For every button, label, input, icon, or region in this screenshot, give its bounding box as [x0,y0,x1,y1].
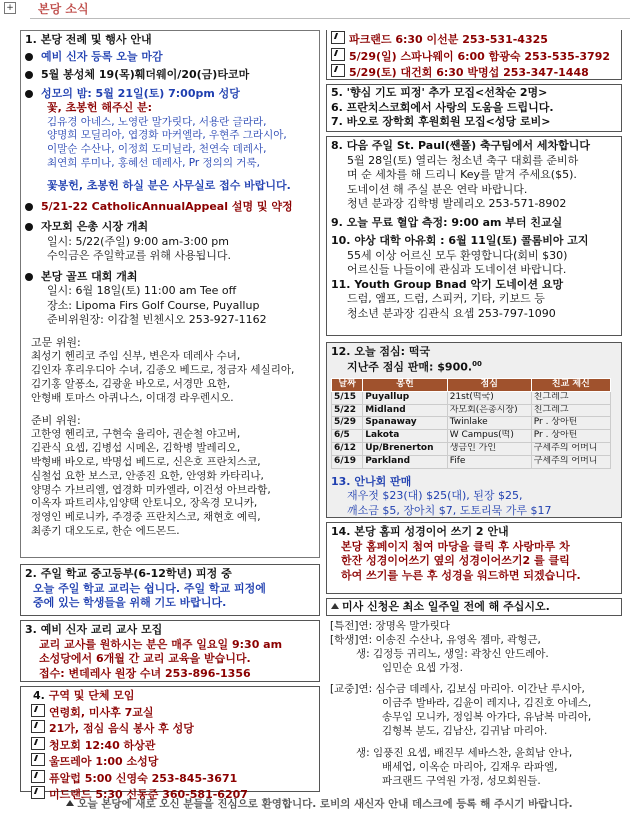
section-13-line: 깨소금 $5, 장아치 $7, 도토리묵 가루 $17 [347,503,552,517]
arrow-up-icon [331,603,339,609]
section-13-line: 재우젓 $23(대) $25(대), 된장 $25, [347,489,523,503]
section-7-line: 7. 바오로 장학회 후원회원 모집<성당 로비> [331,115,551,129]
committee-line: 심철섭 요한 보스코, 안종진 요한, 안영화 카타리나, [31,469,264,482]
list-item: 5/29(일) 스파나웨이 6:00 함광숙 253-535-3792 [331,48,617,65]
section-8-title: 8. 다음 주일 St. Paul(쌘폴) 축구팀에서 세차합니다 [331,139,591,152]
table-header: 친교 제신 [531,378,610,391]
intention-row: 임민순 요셉 가정. [382,661,464,674]
pen-icon [31,737,45,750]
section-12-subtitle: 지난주 점심 판매: $900.00 [347,359,482,374]
bullet-icon [25,223,33,231]
section-3-line: 교리 교사를 원하시는 분은 매주 일요일 9:30 am [39,637,283,651]
bullet-icon [25,273,33,281]
bazaar-line: 일시: 5/22(주일) 9:00 am-3:00 pm [47,234,230,248]
section-14-line: 하여 쓰기를 누른 후 성경을 워드하면 되겠습니다. [341,568,581,582]
section-4-title: 4. 구역 및 단체 모임 [33,689,135,702]
section-6-line: 6. 프란치스코회에서 사랑의 도움을 드립니다. [331,100,554,114]
pen-icon [31,704,45,717]
intention-row: 이금주 발바라, 김윤이 레지나, 김진호 아네스, [382,697,592,710]
mass-intentions [330,620,622,788]
section-8-line: 5월 28일(토) 열리는 청소년 축구 대회를 준비하 [347,153,579,167]
committee-line: 박형배 바오로, 박명섭 베드로, 신은호 프란치스코, [31,455,261,468]
flower-note: 꽃봉헌, 초봉헌 하실 분은 사무실로 접수 바랍니다. [47,179,291,193]
section-3-title: 3. 예비 신자 교리 교사 모집 [25,623,163,636]
page-title: 본당 소식 [38,2,89,16]
advisors-line: 최성기 헨리코 주임 신부, 변은자 데레사 수녀, [31,350,241,363]
section-11-title: 11. Youth Group Bnad 악기 도네이션 요망 [331,277,564,291]
table-row: 5/29 Spanaway Twinlake Pr . 상아틴 [332,417,611,430]
list-item: 울뜨레아 1:00 소성당 [25,753,315,770]
flower-title: 꽃, 초봉헌 해주신 분: [47,101,153,115]
table-row: 5/22 Midland 자모회(은총시장) 친그레그 [332,404,611,417]
list-item: 21가, 점심 음식 봉사 후 성당 [25,720,315,737]
section-1-box [20,30,320,558]
bullet-icon [25,203,33,211]
section-1-list [25,50,315,539]
section-10-line: 55세 이상 어르신 모두 환영합니다(회비 $30) [347,248,568,262]
intention-row: 배세업, 이옥순 마리아, 김재우 라파엘, [382,760,558,773]
header [0,0,639,24]
list-item: 5월 봉성체 19(목)훼더웨이/20(금)타코마 [25,68,315,83]
table-row: 6/5 Lakota W Campus(떡) Pr . 상아틴 [332,430,611,443]
lunch-schedule-table [331,378,611,469]
table-row: 6/19 Parkland Fife 구세주의 어머니 [332,456,611,469]
section-14-title: 14. 본당 홈피 성경이어 쓰기 2 안내 [331,525,509,538]
intention-row: 생: 임풍진 요셉, 배진무 세바스찬, 윤희남 안나, [356,746,573,759]
section-2-line: 오늘 주일 학교 교리는 쉽니다. 주일 학교 피정에 [33,581,266,595]
pen-icon [331,31,345,44]
intention-row: 김형복 분도, 김남산, 김귀남 마리아. [382,725,548,738]
section-2-line: 중에 있는 학생들을 위해 기도 바랍니다. [33,596,227,610]
section-14-box [326,522,622,594]
list-item: 퓨알럽 5:00 신영숙 253-845-3671 [25,770,315,787]
bullet-icon [25,53,33,61]
golf-line: 장소: Lipoma Firs Golf Course, Puyallup [47,298,260,312]
intention-row: [학생]연: 이송진 수산나, 유영옥 젬마, 곽형근, [330,633,541,646]
section-2-box [20,564,320,616]
section-4-continued-box [326,30,622,80]
intention-row: 생: 김정등 귀리노, 생일: 곽창신 안드레아. [356,647,549,660]
mass-note-box [326,598,622,616]
golf-line: 일시: 6월 18일(토) 11:00 am Tee off [47,284,237,298]
list-item: 5/21-22 CatholicAnnualAppeal 설명 및 약정 [25,200,315,215]
arrow-up-icon [66,800,74,806]
section-3-box [20,620,320,682]
section-13-title: 13. 안나회 판매 [331,474,412,488]
list-item: 미드랜드 5:30 신동준 360-581-6207 [25,786,315,803]
table-header-row [332,378,611,391]
table-header: 점심 [447,378,531,391]
table-row: 5/15 Puyallup 21st(떡국) 친그레그 [332,391,611,404]
committee-line: 고한영 헨리코, 구현숙 율리아, 권순철 야고버, [31,428,241,441]
pen-icon [331,48,345,61]
pen-icon [31,770,45,783]
section-10-line: 어르신들 나들이에 관심과 도네이션 바랍니다. [347,263,567,277]
section-8-line: 도네이션 해 주실 분은 연락 바랍니다. [347,182,528,196]
committee-line: 이옥자 파트리샤,임양택 안토니오, 장옥경 모니카, [31,497,258,510]
committee-line: 정영인 베로니카, 주경중 프란치스코, 채현호 예릭, [31,511,261,524]
section-3-line: 접수: 변데레사 원장 수녀 253-896-1356 [39,666,251,680]
flower-line: 이말순 수산나, 이정희 도미닐라, 천연숙 데레사, [47,143,267,156]
section-11-line: 드럼, 앰프, 드럼, 스피커, 기타, 키보드 등 [347,292,545,306]
section-3-line: 소성당에서 6개월 간 교리 교육을 받습니다. [39,652,251,666]
list-item: 성모의 밤: 5월 21일(토) 7:00pm 성당 [25,87,315,102]
list-item: 파크랜드 6:30 이선분 253-531-4325 [331,31,617,48]
section-14-line: 한잔 성경이어쓰기 옆의 성경이어쓰기2 를 클릭 [341,554,570,568]
advisors-line: 김인자 후리우디아 수녀, 김종오 베드로, 정금자 세실리아, [31,364,295,377]
list-item: 연령회, 미사후 7교실 [25,704,315,721]
intention-row: 송무임 모니카, 정임복 아가다, 유남복 마리아, [382,711,592,724]
intention-row: 파크랜드 구역원 가정, 성모회원들. [382,774,541,787]
pen-icon [31,753,45,766]
flower-line: 최연희 루미나, 홍혜선 데레사, Pr 정의의 거룩, [47,157,260,170]
advisors-title: 고문 위원: [31,335,81,349]
section-9-line: 9. 오늘 무료 혈압 측정: 9:00 am 부터 친교실 [331,215,563,229]
section-4-box [20,686,320,802]
section-5-7-box [326,84,622,132]
list-item: 5/29(토) 대건회 6:30 박명섭 253-347-1448 [331,64,617,81]
list-item: 자모회 은총 시장 개최 [25,220,315,235]
section-5-line: 5. '향심 기도 피정' 추가 모집<선착순 2명> [331,86,548,99]
flower-line: 김유경 아네스, 노영란 말가릿다, 서용란 글라라, [47,115,267,128]
committee-line: 양명수 가브리엘, 엽경화 미카엘라, 이건성 아브라함, [31,483,271,496]
table-header: 날짜 [332,378,363,391]
flower-line: 양명희 모딜리아, 엽경화 마커엘라, 우현주 그라시아, [47,129,287,142]
bazaar-line: 수익금은 주일학교를 위해 사용됩니다. [47,249,232,263]
section-1-title: 1. 본당 전례 및 행사 안내 [25,33,152,46]
pen-icon [331,64,345,77]
intention-row: [교중]연: 심수금 데레사, 김보심 마리아. 이간난 루시아, [330,683,585,696]
table-row: 6/12 Up/Brenerton 생금인 가인 구세주의 어머니 [332,443,611,456]
advisors-line: 김기홍 알퐁소, 김광윤 바오로, 서경만 요한, [31,377,231,390]
intention-row: [특전]연: 장명옥 말가릿다 [330,620,450,632]
golf-line: 준비위원장: 이갑철 빈첸시오 253-927-1162 [47,313,267,327]
expand-icon[interactable]: + [4,2,16,14]
advisors-line: 안형배 토마스 아퀴나스, 이대경 라우렌시오. [31,391,234,404]
committee-title: 준비 위원: [31,413,81,427]
section-14-line: 본당 홈페이지 첨여 마당을 클릭 후 사랑마루 차 [341,539,570,553]
footer-welcome: 오늘 본당에 새로 오신 분들을 진심으로 환영합니다. 로비의 새신자 안내 데스크에 등록 해 주시기 바랍니다. [0,798,639,812]
header-divider [30,18,630,19]
bullet-icon [25,90,33,98]
committee-line: 최종기 대오도로, 한순 에드몬드. [31,525,180,538]
table-header: 봉헌 [363,378,448,391]
section-8-line: 청년 분과장 김학병 발레리오 253-571-8902 [347,197,567,211]
pen-icon [31,720,45,733]
section-10-title: 10. 야상 대학 아유회 : 6월 11일(토) 콜롬비아 고지 [331,234,589,248]
mass-note: 미사 신청은 최소 일주일 전에 해 주십시오. [331,600,617,615]
list-item: 예비 신자 등록 오늘 마감 [25,50,315,65]
section-2-line: 2. 주일 학교 중고등부(6-12학년) 피정 중 [25,567,232,580]
bullet-icon [25,71,33,79]
list-item: 청모회 12:40 하상관 [25,737,315,754]
committee-line: 김관식 요셉, 김병섭 시메온, 김학병 발레리오, [31,441,241,454]
section-11-line: 청소년 분과장 김관식 요셉 253-797-1090 [347,306,556,320]
list-item: 본당 골프 대회 개최 [25,270,315,285]
section-8-11-box [326,136,622,336]
section-8-line: 며 순 세차를 해 드리니 Key를 맡겨 주세요($5). [347,168,577,182]
section-12-title: 12. 오늘 점심: 떡국 [331,345,431,358]
section-12-13-box [326,342,622,518]
